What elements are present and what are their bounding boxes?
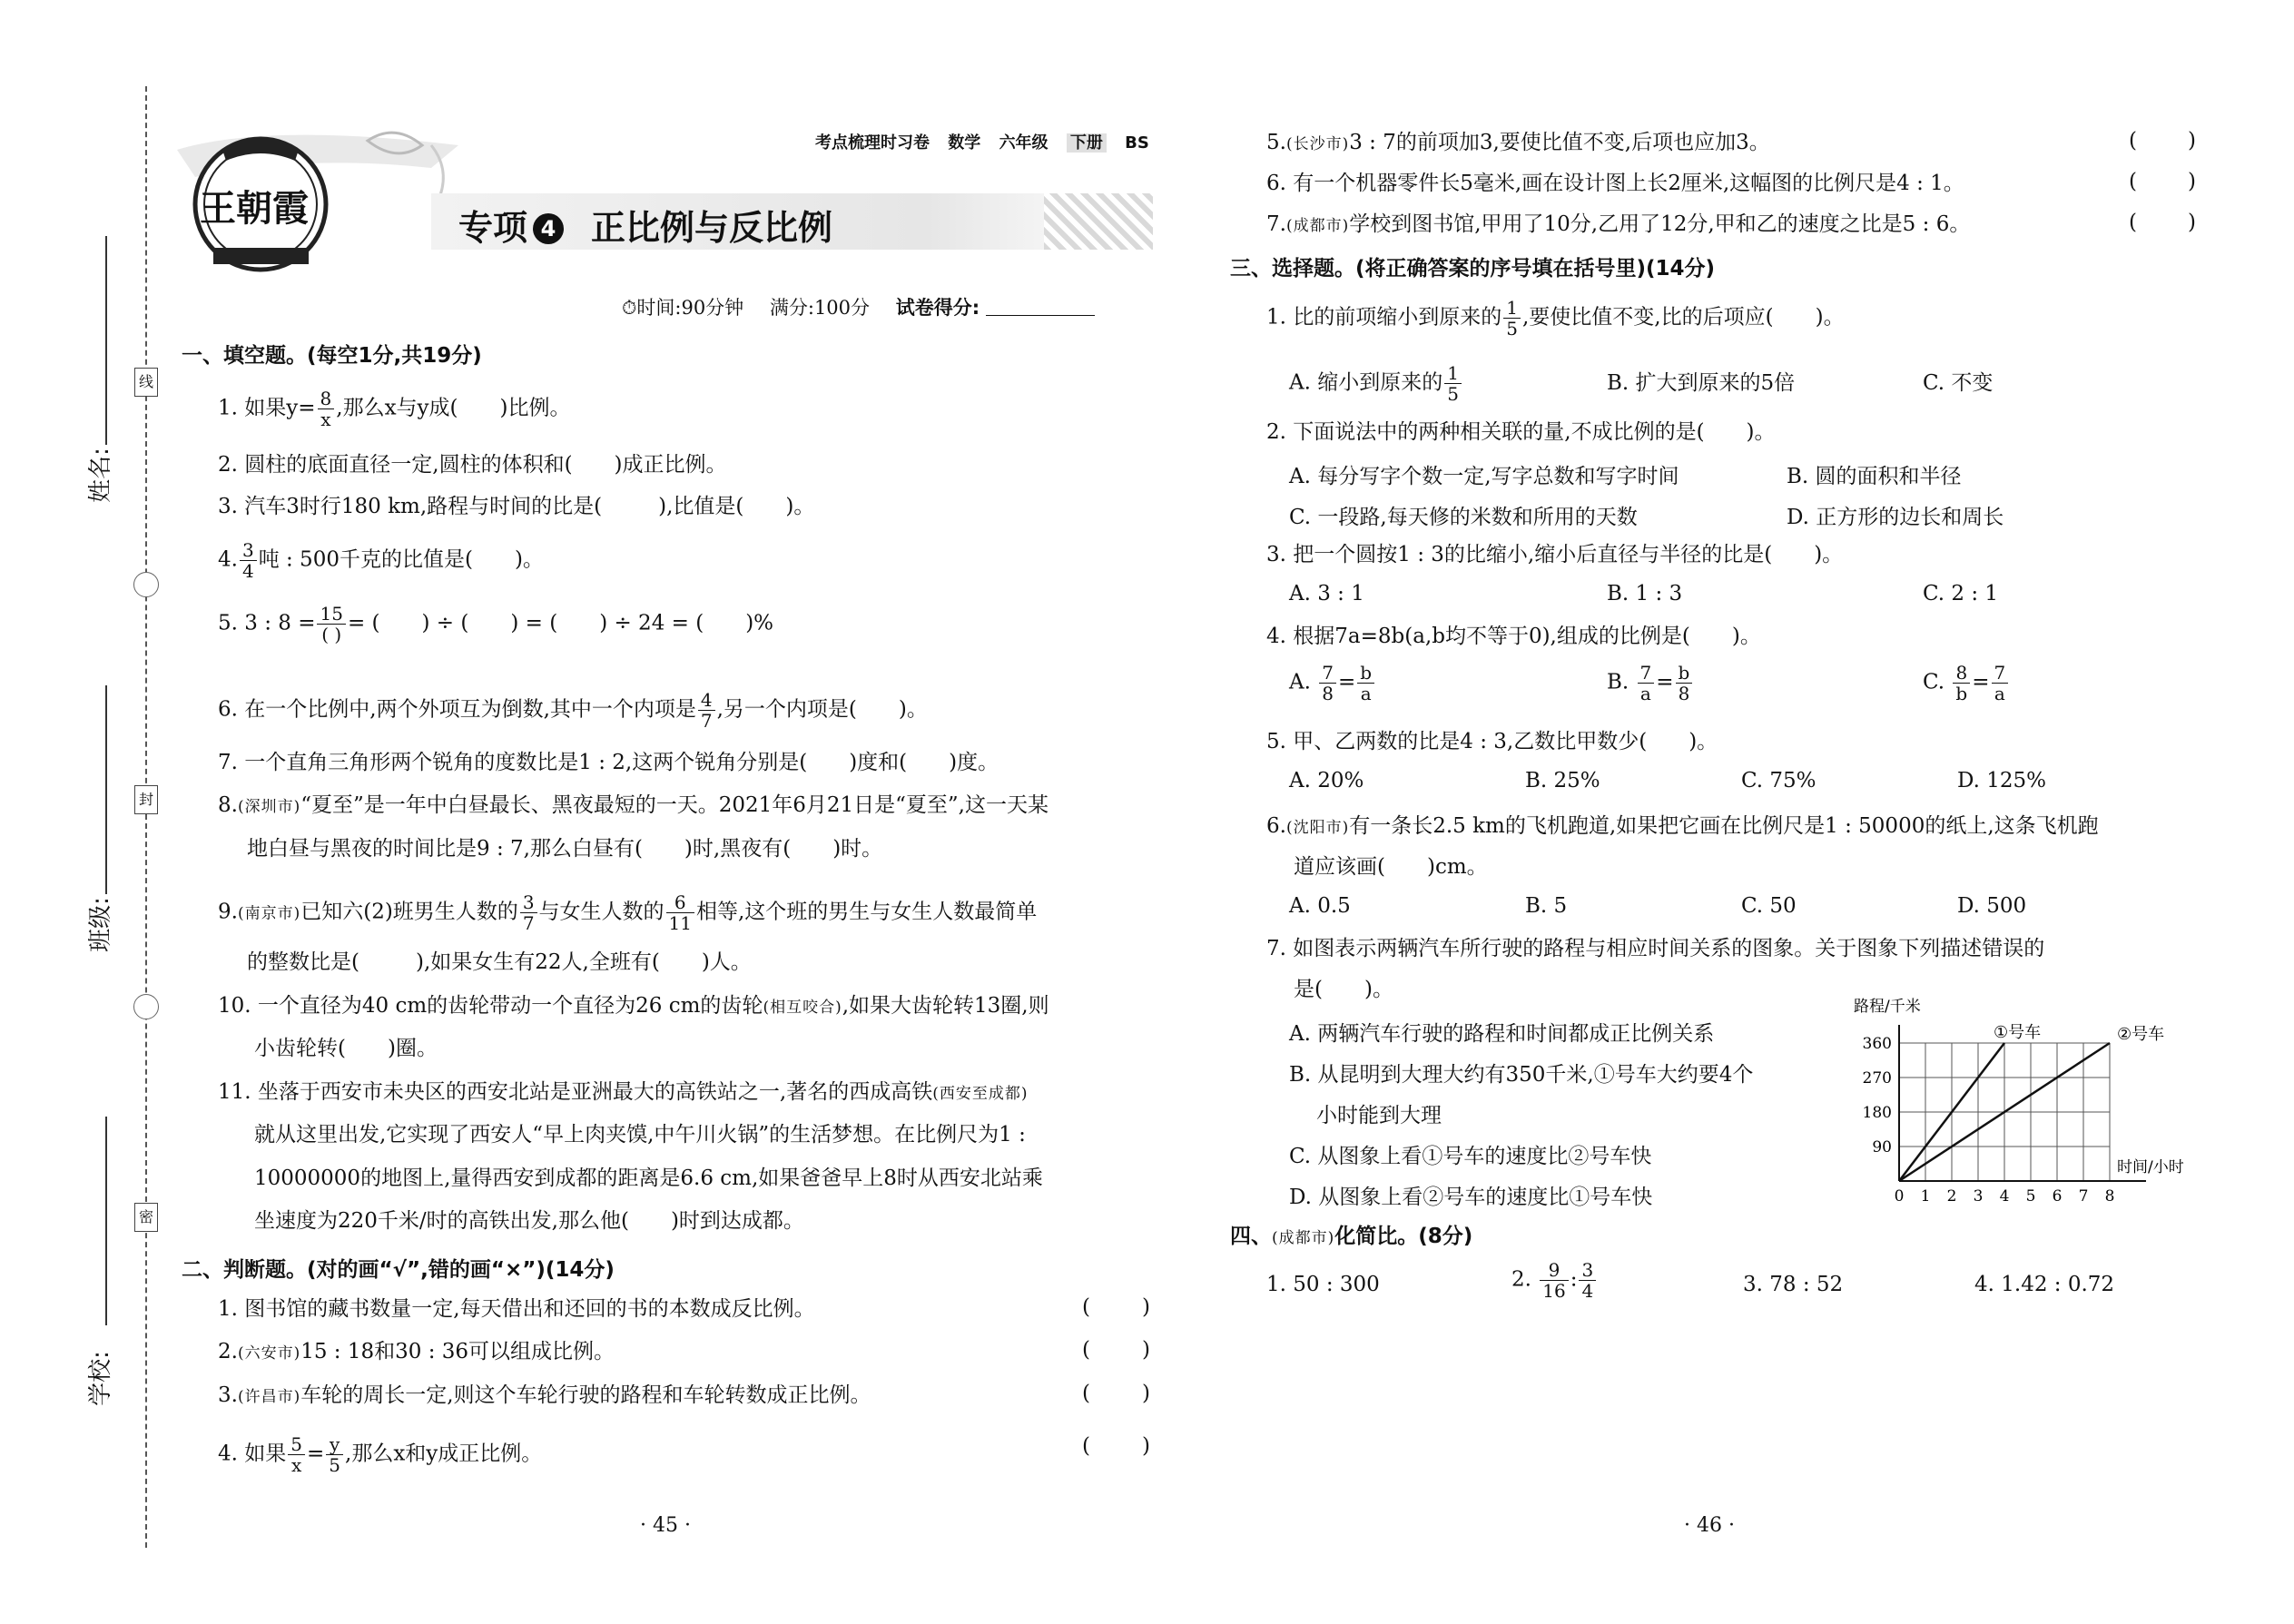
choice-q5-option-d: D. 125% [1957,769,2046,792]
choice-q6-option-d: D. 500 [1957,894,2027,918]
choice-q6-option-c: C. 50 [1741,894,1797,918]
judge-q1: 1. 图书馆的藏书数量一定,每天借出和还回的书的本数成反比例。 [218,1297,815,1321]
choice-q7-option-b-cont: 小时能到大理 [1316,1104,1442,1127]
title-text: 正比例与反比例 [591,208,833,248]
fill-q9-line1: 9.(南京市)已知六(2)班男生人数的 $\frac{3}{7}$ 与女生人数的 $\frac{6}{11}$ 相等,这个班的男生与女生人数最简单 [218,891,1038,934]
choice-q4-option-c: C. $\frac{8}{b}$ = $\frac{7}{a}$ [1923,663,2010,704]
judge-q3: 3.(许昌市)车轮的周长一定,则这个车轮行驶的路程和车轮转数成正比例。 [218,1383,871,1407]
choice-q6-option-b: B. 5 [1525,894,1568,918]
choice-q7-option-b: B. 从昆明到大理大约有350千米,①号车大约要4个 [1289,1063,1754,1087]
fill-q5: 5. 3 : 8 = $\frac{15}{( )}$ = ( ) ÷ ( ) = ( ) ÷ 24 = ( )% [218,603,774,645]
binding-mark-dense: 密 [134,1203,158,1232]
binding-mark-seal: 封 [134,785,158,814]
choice-q1-option-c: C. 不变 [1923,371,1994,395]
choice-q1-option-b: B. 扩大到原来的5倍 [1607,371,1796,395]
x-tick-label: 4 [1999,1187,2010,1206]
section-fill-title: 一、填空题。(每空1分,共19分) [182,344,482,368]
answer-paren-close: ) [2188,129,2196,153]
judge-q5: 5.(长沙市)3 : 7的前项加3,要使比值不变,后项也应加3。 [1266,131,1770,154]
choice-q4-option-b: B. $\frac{7}{a}$ = $\frac{b}{8}$ [1607,663,1694,704]
fill-q2: 2. 圆柱的底面直径一定,圆柱的体积和( )成正比例。 [218,453,727,477]
score-label: 试卷得分: [895,297,980,319]
section-choice-title: 三、选择题。(将正确答案的序号填在括号里)(14分) [1230,257,1716,281]
y-axis-label: 路程/千米 [1854,998,1921,1016]
answer-paren-open[interactable]: ( [1082,1434,1090,1458]
choice-q7-option-d: D. 从图象上看②号车的速度比①号车快 [1289,1186,1653,1209]
fill-q11-line3: 10000000的地图上,量得西安到成都的距离是6.6 cm,如果爸爸早上8时从西安北站乘 [254,1166,1043,1190]
series-label-1: ①号车 [1994,1023,2042,1042]
distance-time-chart [1834,997,2215,1210]
page-number-right: · 46 · [1684,1514,1735,1537]
answer-paren-close: ) [2188,170,2196,193]
choice-q2: 2. 下面说法中的两种相关联的量,不成比例的是( )。 [1266,420,1776,444]
choice-q1: 1. 比的前项缩小到原来的 $\frac{1}{5}$ ,要使比值不变,比的后项应( )。 [1266,297,1845,340]
answer-paren-close: ) [1142,1338,1150,1362]
fill-q6: 6. 在一个比例中,两个外项互为倒数,其中一个内项是 $\frac{4}{7}$ ,另一个内项是( )。 [218,689,928,732]
answer-paren-open[interactable]: ( [1082,1295,1090,1319]
x-tick-label: 0 [1894,1187,1905,1206]
logo-text: 王朝霞 [200,187,309,230]
series-name: 考点梳理时习卷 [815,133,930,153]
fill-q10-line2: 小齿轮转( )圈。 [254,1037,438,1060]
choice-q2-option-a: A. 每分写字个数一定,写字总数和写字时间 [1289,465,1679,488]
x-tick-label: 7 [2078,1187,2089,1206]
choice-q5-option-c: C. 75% [1741,769,1816,792]
x-tick-label: 8 [2104,1187,2115,1206]
answer-paren-open[interactable]: ( [1082,1338,1090,1362]
answer-paren-open[interactable]: ( [2129,129,2137,153]
binding-seal-icon [133,572,159,597]
binding-seal-icon [133,994,159,1019]
title-banner-pattern [1044,193,1153,250]
choice-q6-option-a: A. 0.5 [1289,894,1351,918]
binding-cut-line [145,86,147,1548]
choice-q7-line2: 是( )。 [1294,978,1393,1001]
fill-q1: 1. 如果y= $\frac{8}{x}$ ,那么x与y成( )比例。 [218,388,571,430]
x-axis-label: 时间/小时 [2117,1158,2184,1176]
choice-q4: 4. 根据7a=8b(a,b均不等于0),组成的比例是( )。 [1266,625,1761,648]
answer-paren-close: ) [1142,1434,1150,1458]
y-tick-label: 180 [1862,1104,1892,1122]
series-label-2: ②号车 [2117,1025,2165,1044]
binding-mark-line: 线 [134,368,158,397]
fill-q11-line1: 11. 坐落于西安市未央区的西安北站是亚洲最大的高铁站之一,著名的西成高铁(西安至成都) [218,1080,1029,1104]
fill-q8-line1: 8.(深圳市)“夏至”是一年中白昼最长、黑夜最短的一天。2021年6月21日是“夏至”,这一天某 [218,793,1049,817]
simplify-q4: 4. 1.42 : 0.72 [1974,1273,2115,1296]
header-series [815,130,1149,153]
fill-q7: 7. 一个直角三角形两个锐角的度数比是1 : 2,这两个锐角分别是( )度和( )度。 [218,751,999,774]
choice-q5-option-b: B. 25% [1525,769,1600,792]
y-tick-label: 360 [1862,1035,1892,1053]
choice-q2-option-d: D. 正方形的边长和周长 [1787,506,2004,529]
fill-q4: 4. $\frac{3}{4}$ 吨 : 500千克的比值是( )。 [218,539,544,582]
y-tick-label: 270 [1862,1069,1892,1088]
y-tick-label: 90 [1872,1138,1892,1156]
judge-q2: 2.(六安市)15 : 18和30 : 36可以组成比例。 [218,1340,615,1363]
choice-q3: 3. 把一个圆按1 : 3的比缩小,缩小后直径与半径的比是( )。 [1266,543,1844,566]
choice-q5-option-a: A. 20% [1289,769,1364,792]
judge-q7: 7.(成都市)学校到图书馆,甲用了10分,乙用了12分,甲和乙的速度之比是5 : 6。 [1266,212,1971,236]
choice-q3-option-a: A. 3 : 1 [1289,582,1364,605]
fill-q8-line2: 地白昼与黑夜的时间比是9 : 7,那么白昼有( )时,黑夜有( )时。 [247,837,883,861]
judge-q6: 6. 有一个机器零件长5毫米,画在设计图上长2厘米,这幅图的比例尺是4 : 1。 [1266,172,1964,195]
title-badge: 专项 [458,208,528,248]
choice-q7-option-a: A. 两辆汽车行驶的路程和时间都成正比例关系 [1289,1022,1715,1046]
choice-q3-option-c: C. 2 : 1 [1923,582,1999,605]
volume: 下册 [1067,133,1107,153]
edition: BS [1125,133,1149,153]
simplify-q1: 1. 50 : 300 [1266,1273,1380,1296]
choice-q7-option-c: C. 从图象上看①号车的速度比②号车快 [1289,1145,1652,1168]
class-label: 班级: [86,897,114,952]
fill-q11-line2: 就从这里出发,它实现了西安人“早上肉夹馍,中午川火锅”的生活梦想。在比例尺为1 : [254,1123,1026,1147]
choice-q6-line2: 道应该画( )cm。 [1294,855,1488,879]
page-title [458,200,832,250]
score-field[interactable] [986,315,1095,316]
x-tick-label: 1 [1920,1187,1931,1206]
fill-q3: 3. 汽车3时行180 km,路程与时间的比是( ),比值是( )。 [218,495,815,518]
section-judge-title: 二、判断题。(对的画“√”,错的画“×”)(14分) [182,1258,615,1282]
choice-q2-option-c: C. 一段路,每天修的米数和所用的天数 [1289,506,1638,529]
class-underline [105,685,107,894]
choice-q7-line1: 7. 如图表示两辆汽车所行驶的路程与相应时间关系的图象。关于图象下列描述错误的 [1266,937,2045,960]
answer-paren-close: ) [2188,211,2196,234]
answer-paren-close: ) [1142,1295,1150,1319]
title-number-badge: 4 [533,213,564,244]
x-tick-label: 3 [1973,1187,1984,1206]
school-label: 学校: [86,1351,114,1406]
x-tick-label: 5 [2025,1187,2036,1206]
answer-paren-close: ) [1142,1382,1150,1405]
choice-q3-option-b: B. 1 : 3 [1607,582,1683,605]
choice-q2-option-b: B. 圆的面积和半径 [1787,465,1962,488]
judge-q4: 4. 如果 $\frac{5}{x}$ = $\frac{y}{5}$ ,那么x和y成正比例。 [218,1433,543,1476]
page-number-left: · 45 · [640,1514,691,1537]
section-simplify-title: 四、(成都市)化简比。(8分) [1230,1225,1473,1248]
name-underline [105,236,107,445]
subject: 数学 [948,133,981,153]
grade: 六年级 [999,133,1049,153]
fill-q9-line2: 的整数比是( ),如果女生有22人,全班有( )人。 [247,950,752,974]
simplify-q2: 2. $\frac{9}{16}$ : $\frac{3}{4}$ [1511,1260,1598,1301]
simplify-q3: 3. 78 : 52 [1743,1273,1844,1296]
x-tick-label: 6 [2052,1187,2063,1206]
full-score: 满分:100分 [769,297,871,319]
fill-q10-line1: 10. 一个直径为40 cm的齿轮带动一个直径为26 cm的齿轮(相互咬合),如果大齿轮转13圈,则 [218,994,1049,1018]
choice-q5: 5. 甲、乙两数的比是4 : 3,乙数比甲数少( )。 [1266,730,1718,753]
name-label: 姓名: [86,448,114,503]
choice-q1-option-a: A. 缩小到原来的 $\frac{1}{5}$ [1289,363,1463,404]
choice-q4-option-a: A. $\frac{7}{8}$ = $\frac{b}{a}$ [1289,663,1376,704]
answer-paren-open[interactable]: ( [1082,1382,1090,1405]
answer-paren-open[interactable]: ( [2129,211,2137,234]
answer-paren-open[interactable]: ( [2129,170,2137,193]
choice-q6-line1: 6.(沈阳市)有一条长2.5 km的飞机跑道,如果把它画在比例尺是1 : 50000的纸上,这条飞机跑 [1266,814,2099,838]
fill-q11-line4: 坐速度为220千米/时的高铁出发,那么他( )时到达成都。 [254,1209,804,1233]
time-limit: ⏱时间:90分钟 [622,297,744,319]
school-underline [105,1117,107,1325]
exam-info [622,293,1095,320]
x-tick-label: 2 [1946,1187,1957,1206]
